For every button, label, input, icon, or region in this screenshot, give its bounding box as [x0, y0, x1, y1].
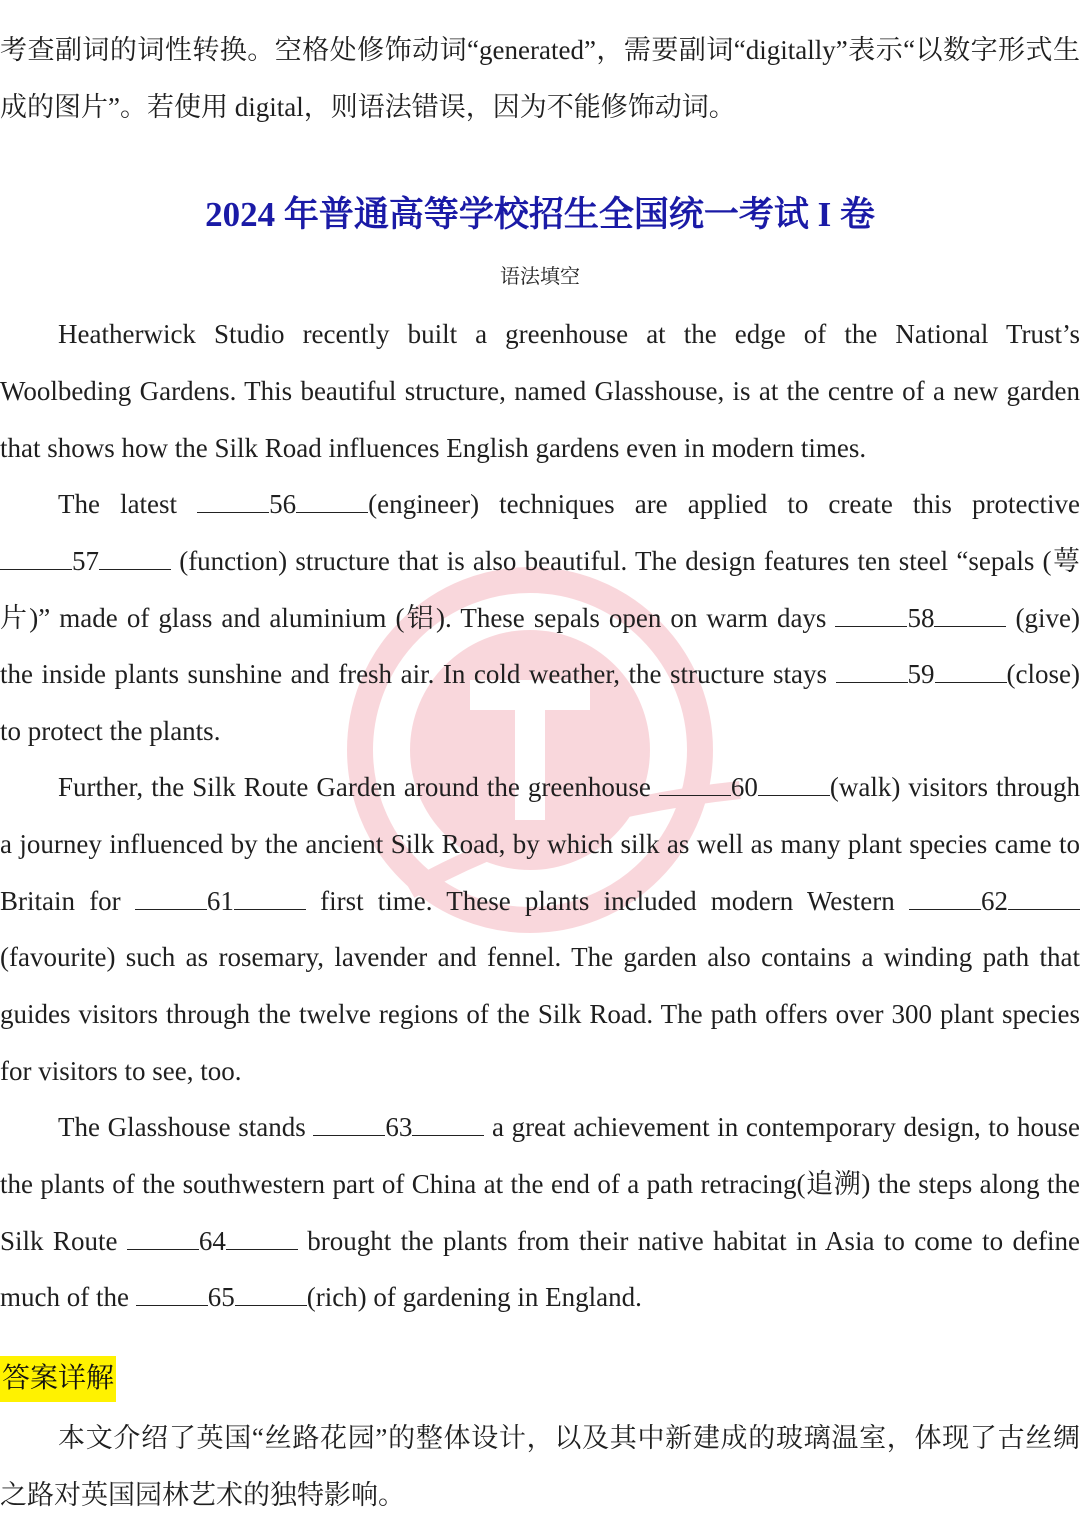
blank-64 [127, 1226, 298, 1256]
blank-line [934, 604, 1006, 627]
blank-line [235, 1283, 307, 1306]
passage-paragraph-3 [0, 759, 1080, 1100]
blank-59 [836, 659, 1007, 689]
text-run: (engineer) techniques are applied to create this protective [368, 489, 1080, 519]
text-run: (favourite) such as rosemary, lavender and fennel. The garden also contains a winding path that guides visitors through the twelve regions of the Silk Road. The path offers over 300 plant species for visitors to see, too. [0, 942, 1080, 1086]
blank-number: 61 [206, 885, 234, 916]
blank-line [0, 547, 72, 570]
exam-title: 2024 年普通高等学校招生全国统一考试 I 卷 [205, 195, 875, 234]
blank-line [835, 604, 907, 627]
blank-number: 60 [730, 772, 758, 802]
text-run: (close) to protect the plants. [0, 659, 1080, 747]
blank-number: 63 [385, 1112, 413, 1142]
blank-line [197, 490, 269, 513]
blank-number: 62 [980, 885, 1008, 916]
text-run: (walk) visitors through a journey influenced by the ancient Silk Road, by which silk as well as many plant species came to Britain for [0, 772, 1080, 916]
text-run: Further, the Silk Route Garden around the greenhouse [58, 772, 659, 802]
text-run: (function) structure that is also beautiful. The design features ten steel “sepals (萼片)” made of glass and aluminium (铝). These sepals open on warm days [0, 545, 1080, 633]
passage-paragraph-2 [0, 476, 1080, 760]
blank-line [412, 1113, 484, 1136]
answer-heading: 答案详解 [0, 1356, 116, 1402]
blank-63 [313, 1112, 484, 1142]
blank-line [909, 887, 981, 910]
blank-60 [659, 772, 830, 802]
intro-explanation: 考查副词的词性转换。空格处修饰动词“generated”，需要副词“digitally”表示“以数字形式生成的图片”。若使用 digital，则语法错误，因为不能修饰动词。 [0, 35, 1080, 122]
text-run: (rich) of gardening in England. [306, 1282, 642, 1313]
blank-number: 56 [269, 489, 297, 519]
blank-line [135, 887, 207, 910]
text-run: brought the plants from their native habitat in Asia to come to define much of the [0, 1225, 1080, 1313]
blank-65 [136, 1282, 307, 1312]
blank-number: 58 [907, 602, 935, 633]
passage-paragraph-4 [0, 1099, 1080, 1326]
text-run: first time. These plants included modern Western [305, 885, 909, 916]
text-run: The Glasshouse stands [58, 1112, 314, 1142]
blank-line [935, 660, 1007, 683]
blank-62 [909, 886, 1080, 916]
blank-line [296, 490, 368, 513]
blank-line [226, 1227, 298, 1250]
blank-line [234, 887, 306, 910]
blank-line [313, 1113, 385, 1136]
blank-number: 64 [198, 1225, 226, 1256]
blank-line [758, 773, 830, 796]
blank-56 [197, 489, 368, 519]
text-run: The latest [58, 489, 198, 519]
blank-line [127, 1227, 199, 1250]
blank-line [136, 1283, 208, 1306]
blank-57 [0, 546, 171, 576]
blank-line [99, 547, 171, 570]
blank-line [659, 773, 731, 796]
answer-summary: 本文介绍了英国“丝路花园”的整体设计，以及其中新建成的玻璃温室，体现了古丝绸之路对英国园林艺术的独特影响。 [0, 1423, 1080, 1510]
blank-line [1008, 887, 1080, 910]
blank-line [836, 660, 908, 683]
text-run: (give) the inside plants sunshine and fresh air. In cold weather, the structure stays [0, 602, 1080, 690]
blank-number: 59 [907, 659, 935, 690]
blank-61 [135, 886, 306, 916]
passage-paragraph-1: Heatherwick Studio recently built a greenhouse at the edge of the National Trust’s Woolbeding Gardens. This beautiful structure, named Glasshouse, is at the centre of a new garden that shows how the Silk Road influences English gardens even in modern times. [0, 319, 1080, 463]
blank-number: 65 [207, 1282, 235, 1313]
section-subtitle: 语法填空 [500, 266, 580, 288]
blank-number: 57 [72, 545, 99, 576]
text-run: a great achievement in contemporary design, to house the plants of the southwestern part of China at the end of a path retracing(追溯) the steps along the Silk Route [0, 1112, 1080, 1256]
blank-58 [835, 603, 1006, 633]
